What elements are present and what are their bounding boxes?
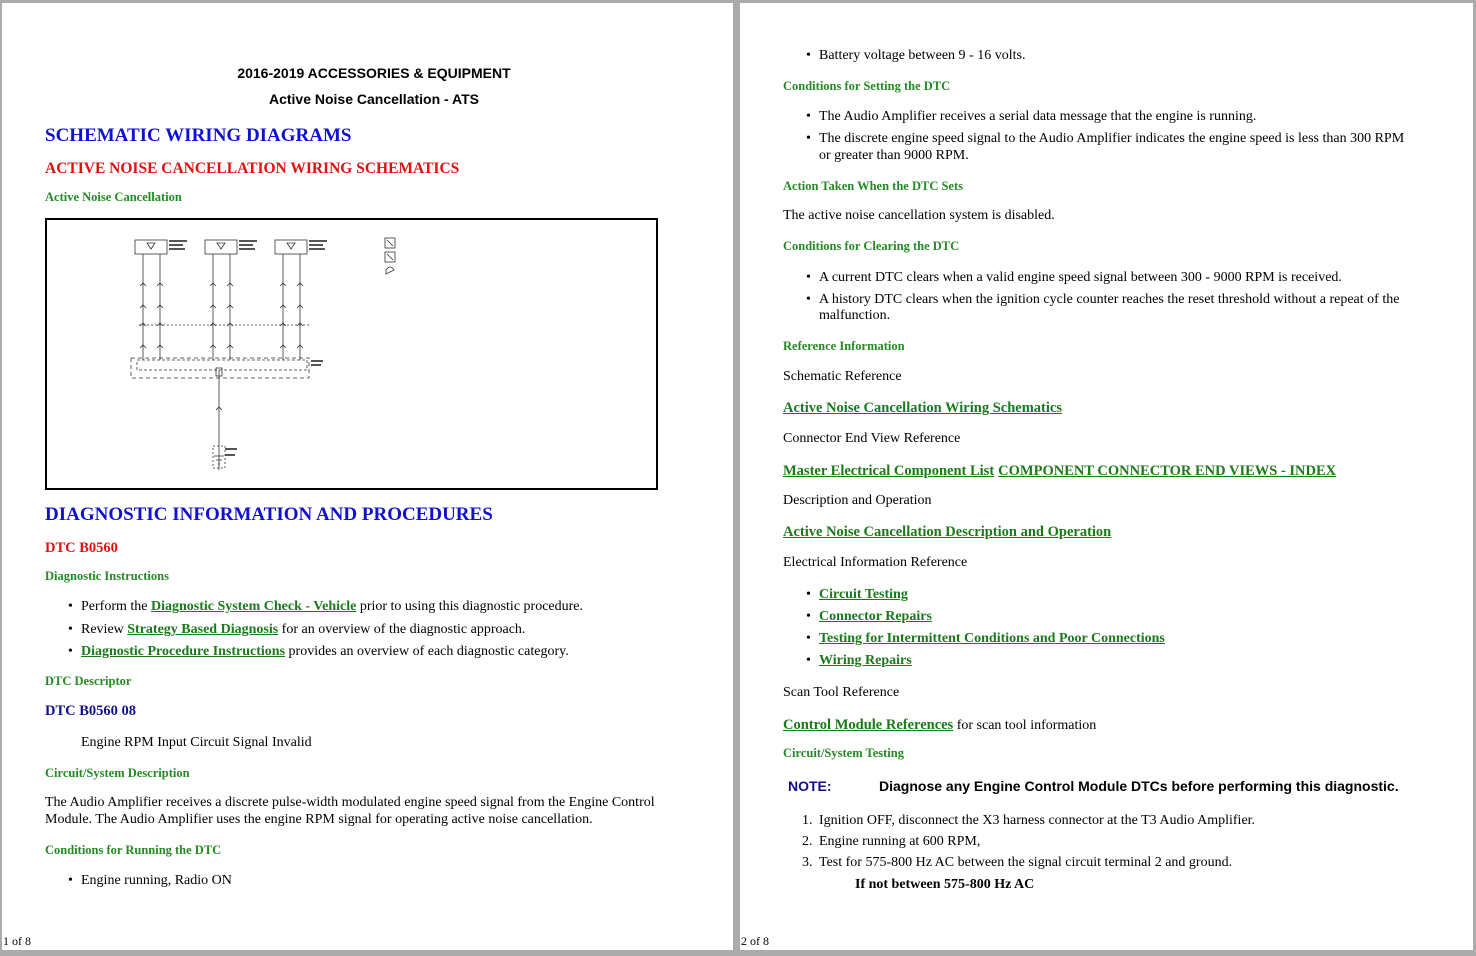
link-strategy-based-diagnosis[interactable]: Strategy Based Diagnosis — [127, 622, 279, 637]
link-connector-repairs[interactable]: Connector Repairs — [819, 609, 932, 624]
subheading-dtc-descriptor: DTC Descriptor — [45, 674, 132, 688]
document-page-1 — [2, 3, 733, 950]
step-3: Test for 575-800 Hz AC between the signal circuit terminal 2 and ground. — [819, 855, 1233, 870]
list-item: • A history DTC clears when the ignition cycle counter reaches the reset threshold without a repeat of the — [819, 292, 1399, 308]
dtc-description: Engine RPM Input Circuit Signal Invalid — [81, 735, 312, 750]
list-item — [819, 587, 908, 603]
schematic-reference-label: Schematic Reference — [783, 369, 902, 384]
circuit-description-line-1: The Audio Amplifier receives a discrete pulse-width modulated engine speed signal from the Engine Control — [45, 795, 655, 810]
link-diagnostic-procedure-instructions[interactable]: Diagnostic Procedure Instructions — [81, 644, 286, 659]
section-heading-schematic: SCHEMATIC WIRING DIAGRAMS — [45, 125, 352, 146]
subheading-anc: Active Noise Cancellation — [45, 190, 182, 204]
subheading-reference-info: Reference Information — [783, 339, 905, 353]
subheading-circuit-testing: Circuit/System Testing — [783, 746, 904, 760]
link-master-component-list[interactable]: Master Electrical Component List — [783, 463, 995, 479]
connector-reference-label: Connector End View Reference — [783, 431, 961, 446]
section-heading-anc-wiring: ACTIVE NOISE CANCELLATION WIRING SCHEMATICS — [45, 160, 460, 177]
list-item: • The discrete engine speed signal to the Audio Amplifier indicates the engine speed is less than 300 RPM — [819, 131, 1404, 147]
list-item — [819, 609, 932, 625]
link-diagnostic-system-check[interactable]: Diagnostic System Check - Vehicle — [150, 599, 357, 614]
electrical-reference-label: Electrical Information Reference — [783, 555, 968, 570]
step-number: 2. — [802, 834, 813, 849]
connector-links — [783, 462, 1336, 480]
subheading-circuit-description: Circuit/System Description — [45, 766, 190, 780]
document-page-2 — [740, 3, 1473, 950]
step-2: Engine running at 600 RPM, — [819, 834, 981, 849]
list-item-continued: malfunction. — [819, 308, 891, 323]
subheading-conditions-clearing: Conditions for Clearing the DTC — [783, 239, 960, 253]
step-1: Ignition OFF, disconnect the X3 harness connector at the T3 Audio Amplifier. — [819, 813, 1256, 828]
document-header-title: 2016-2019 ACCESSORIES & EQUIPMENT — [237, 65, 511, 81]
list-item-continued: or greater than 9000 RPM. — [819, 148, 969, 163]
list-item — [819, 653, 912, 669]
link-connector-end-views-index[interactable]: COMPONENT CONNECTOR END VIEWS - INDEX — [998, 463, 1337, 479]
dtc-code: DTC B0560 08 — [45, 703, 137, 719]
description-operation-label: Description and Operation — [783, 493, 932, 508]
wiring-schematic-diagram[interactable] — [45, 218, 658, 490]
link-anc-description-operation[interactable]: Active Noise Cancellation Description and Operation — [783, 524, 1112, 540]
link-circuit-testing[interactable]: Circuit Testing — [819, 587, 908, 602]
subheading-diag-instructions: Diagnostic Instructions — [45, 569, 169, 583]
instr-text: provides an overview of each diagnostic category. — [285, 644, 569, 659]
link-anc-wiring-schematics[interactable]: Active Noise Cancellation Wiring Schematics — [783, 400, 1062, 416]
list-item — [81, 622, 525, 638]
list-item — [81, 644, 569, 660]
section-heading-diag-info: DIAGNOSTIC INFORMATION AND PROCEDURES — [45, 504, 493, 525]
list-item: • A current DTC clears when a valid engine speed signal between 300 - 9000 RPM is received. — [819, 270, 1342, 286]
list-item: • Battery voltage between 9 - 16 volts. — [819, 48, 1025, 64]
step-number: 1. — [802, 813, 813, 828]
subheading-conditions-running: Conditions for Running the DTC — [45, 843, 222, 857]
link-intermittent-conditions[interactable]: Testing for Intermittent Conditions and Poor Connections — [819, 631, 1165, 646]
schematic-drawing — [47, 220, 656, 488]
note-text: Diagnose any Engine Control Module DTCs before performing this diagnostic. — [879, 778, 1399, 794]
list-item — [819, 631, 1165, 647]
dtc-heading: DTC B0560 — [45, 540, 118, 556]
control-module-line — [783, 716, 1096, 734]
result-if-not: If not between 575-800 Hz AC — [855, 877, 1035, 892]
subheading-conditions-setting: Conditions for Setting the DTC — [783, 79, 951, 93]
instr-text: Review — [81, 622, 128, 637]
note-label: NOTE: — [788, 778, 832, 794]
subheading-action-taken: Action Taken When the DTC Sets — [783, 179, 964, 193]
list-item — [81, 599, 583, 615]
circuit-description-line-2: Module. The Audio Amplifier uses the engine RPM signal for operating active noise cancellation. — [45, 812, 593, 827]
page-number: 2 of 8 — [741, 934, 769, 948]
control-module-text: for scan tool information — [953, 718, 1097, 733]
action-text: The active noise cancellation system is disabled. — [783, 208, 1055, 223]
page-number: 1 of 8 — [3, 934, 31, 948]
instr-text: for an overview of the diagnostic approach. — [278, 622, 526, 637]
list-item: • The Audio Amplifier receives a serial data message that the engine is running. — [819, 109, 1256, 125]
link-control-module-references[interactable]: Control Module References — [783, 717, 954, 733]
instr-text: Perform the — [81, 599, 151, 614]
scan-tool-reference-label: Scan Tool Reference — [783, 685, 900, 700]
link-wiring-repairs[interactable]: Wiring Repairs — [819, 653, 912, 668]
instr-text: prior to using this diagnostic procedure. — [356, 599, 583, 614]
step-number: 3. — [802, 855, 813, 870]
document-header-subtitle: Active Noise Cancellation - ATS — [268, 91, 480, 107]
list-item: • Engine running, Radio ON — [81, 873, 232, 889]
